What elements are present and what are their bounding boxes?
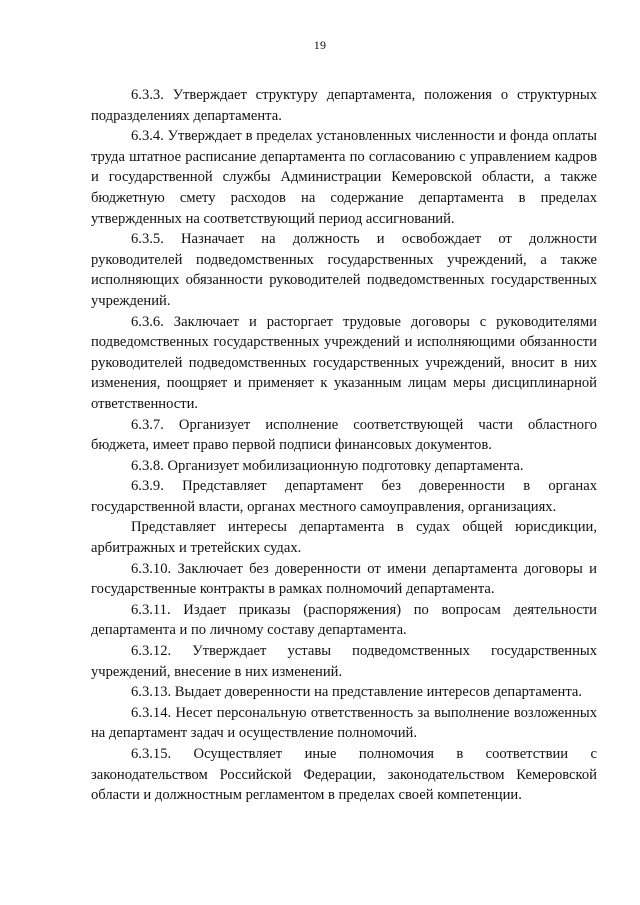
- paragraph-6-3-12: 6.3.12. Утверждает уставы подведомственных государственных учреждений, внесение в них изменений.: [91, 643, 597, 680]
- paragraph-6-3-3: 6.3.3. Утверждает структуру департамента, положения о структурных подразделениях департамента.: [91, 87, 597, 124]
- document-body: [91, 85, 597, 806]
- paragraph-6-3-8: 6.3.8. Организует мобилизационную подготовку департамента.: [131, 457, 524, 474]
- paragraph-6-3-6: 6.3.6. Заключает и расторгает трудовые договоры с руководителями подведомственных государственных учреждений и исполняющими обязанности руководителей подведомственных государственных учреждений, вносит в них изменения, поощряет и применяет к указанным лицам меры дисциплинарной ответственности.: [91, 313, 597, 412]
- paragraph-6-3-9-courts: Представляет интересы департамента в судах общей юрисдикции, арбитражных и третейских судах.: [91, 519, 597, 557]
- paragraph-6-3-9: 6.3.9. Представляет департамент без доверенности в органах государственной власти, органах местного самоуправления, организациях.: [91, 478, 597, 515]
- paragraph-6-3-4: 6.3.4. Утверждает в пределах установленных численности и фонда оплаты труда штатное расписание департамента по согласованию с управлением кадров и государственной службы Администрации Кемеровской области, а также бюджетную смету расходов на содержание департамента в пределах утвержденных на соответствующий период ассигнований.: [91, 128, 597, 227]
- page-number: 19: [313, 38, 327, 52]
- paragraph-6-3-5: 6.3.5. Назначает на должность и освобождает от должности руководителей подведомственных государственных учреждений, а также исполняющих обязанности руководителей подведомственных государственных учреждений.: [91, 231, 597, 309]
- paragraph-6-3-15: 6.3.15. Осуществляет иные полномочия в соответствии с законодательством Российской Федерации, законодательством Кемеровской области и должностным регламентом в пределах своей компетенции.: [91, 746, 597, 804]
- paragraph-6-3-13: 6.3.13. Выдает доверенности на представление интересов департамента.: [131, 684, 583, 701]
- paragraph-6-3-7: 6.3.7. Организует исполнение соответствующей части областного бюджета, имеет право первой подписи финансовых документов.: [91, 416, 597, 454]
- paragraph-6-3-11: 6.3.11. Издает приказы (распоряжения) по вопросам деятельности департамента и по личному составу департамента.: [91, 601, 597, 639]
- paragraph-6-3-14: 6.3.14. Несет персональную ответственность за выполнение возложенных на департамент задач и осуществление полномочий.: [91, 704, 597, 742]
- paragraph-6-3-10: 6.3.10. Заключает без доверенности от имени департамента договоры и государственные контракты в рамках полномочий департамента.: [91, 560, 597, 598]
